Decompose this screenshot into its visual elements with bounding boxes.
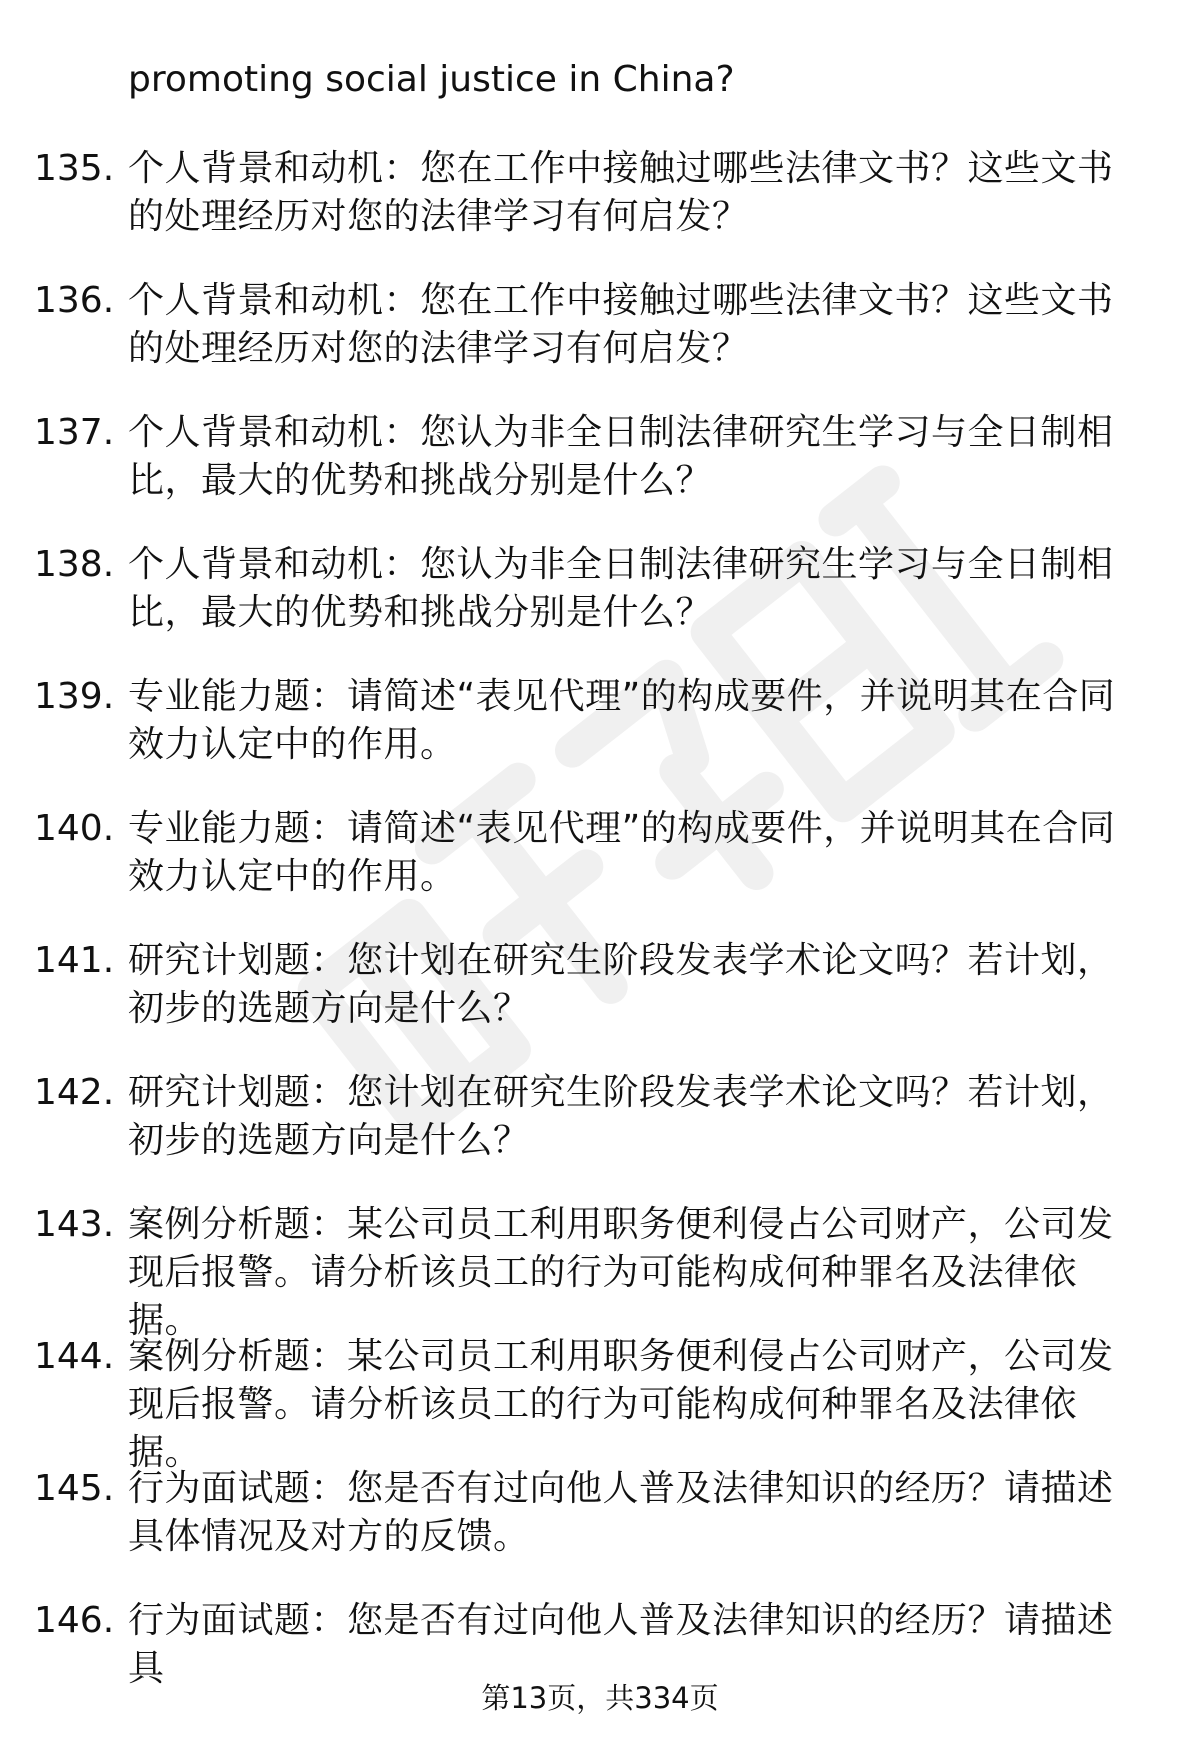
question-text: 行为面试题：您是否有过向他人普及法律知识的经历？请描述具体情况及对方的反馈。	[128, 1468, 1114, 1557]
question-text: 研究计划题：您计划在研究生阶段发表学术论文吗？若计划，初步的选题方向是什么？	[128, 1072, 1114, 1161]
page-footer: 第13页，共334页	[481, 1681, 719, 1715]
question-number: 146.	[34, 1600, 115, 1641]
question-number: 137.	[34, 412, 115, 453]
question-text: 个人背景和动机：您在工作中接触过哪些法律文书？这些文书的处理经历对您的法律学习有何启发？	[128, 148, 1114, 237]
question-number: 143.	[34, 1204, 115, 1245]
question-number: 136.	[34, 280, 115, 321]
question-number: 139.	[34, 676, 115, 717]
question-number: 141.	[34, 940, 115, 981]
question-text: 个人背景和动机：您认为非全日制法律研究生学习与全日制相比，最大的优势和挑战分别是什么？	[128, 412, 1114, 501]
question-text: 个人背景和动机：您认为非全日制法律研究生学习与全日制相比，最大的优势和挑战分别是什么？	[128, 544, 1114, 633]
list-item	[0, 1052, 1200, 1161]
list-item	[0, 128, 1200, 237]
question-number: 138.	[34, 544, 115, 585]
question-text: 个人背景和动机：您在工作中接触过哪些法律文书？这些文书的处理经历对您的法律学习有何启发？	[128, 280, 1114, 369]
question-text: 案例分析题：某公司员工利用职务便利侵占公司财产，公司发现后报警。请分析该员工的行为可能构成何种罪名及法律依据。	[128, 1204, 1114, 1341]
question-number: 144.	[34, 1336, 115, 1377]
question-text: 专业能力题：请简述“表见代理”的构成要件，并说明其在合同效力认定中的作用。	[128, 808, 1116, 897]
continuation-text: promoting social justice in China?	[128, 59, 735, 100]
list-item	[0, 524, 1200, 633]
question-list	[0, 128, 1200, 1712]
list-item	[0, 260, 1200, 369]
question-text: 行为面试题：您是否有过向他人普及法律知识的经历？请描述具	[128, 1600, 1114, 1689]
question-number: 135.	[34, 148, 115, 189]
question-number: 140.	[34, 808, 115, 849]
list-item	[0, 920, 1200, 1029]
question-text: 研究计划题：您计划在研究生阶段发表学术论文吗？若计划，初步的选题方向是什么？	[128, 940, 1114, 1029]
list-item	[0, 1316, 1200, 1473]
list-item	[0, 392, 1200, 501]
list-item	[0, 788, 1200, 897]
question-number: 142.	[34, 1072, 115, 1113]
question-text: 案例分析题：某公司员工利用职务便利侵占公司财产，公司发现后报警。请分析该员工的行为可能构成何种罪名及法律依据。	[128, 1336, 1114, 1473]
list-item	[0, 1448, 1200, 1557]
question-number: 145.	[34, 1468, 115, 1509]
question-text: 专业能力题：请简述“表见代理”的构成要件，并说明其在合同效力认定中的作用。	[128, 676, 1116, 765]
list-item	[0, 1184, 1200, 1341]
list-item	[0, 1580, 1200, 1689]
list-item	[0, 656, 1200, 765]
